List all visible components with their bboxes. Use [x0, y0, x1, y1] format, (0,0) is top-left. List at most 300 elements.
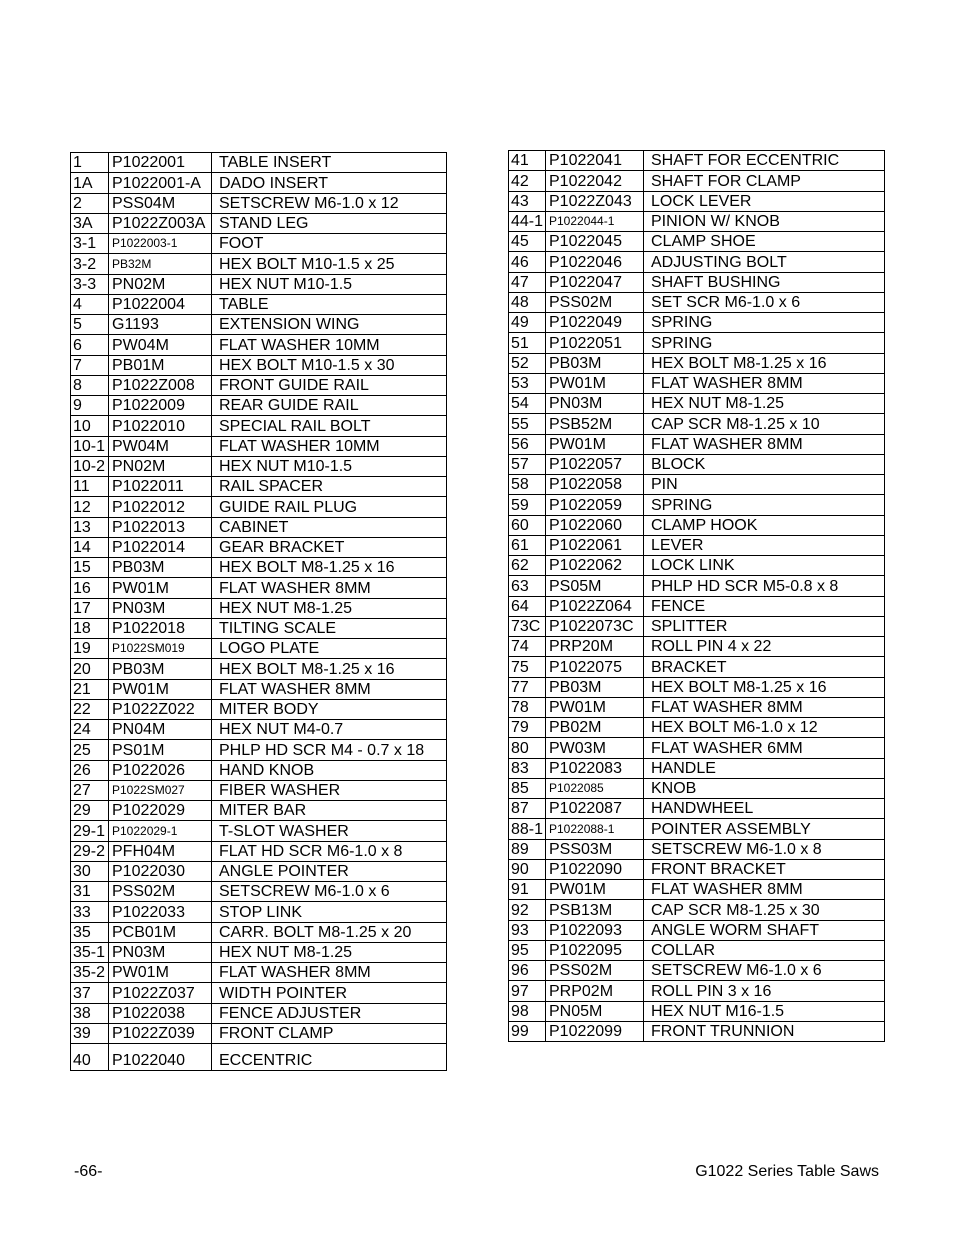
ref-cell: 63 [509, 576, 546, 596]
ref-cell: 88-1 [509, 819, 546, 839]
table-row [71, 477, 447, 497]
part-cell: P1022062 [546, 556, 644, 576]
table-row [509, 637, 885, 657]
part-cell: P1022060 [546, 515, 644, 535]
desc-cell: HANDLE [644, 758, 885, 778]
desc-cell: ANGLE WORM SHAFT [644, 920, 885, 940]
desc-cell: HEX BOLT M10-1.5 x 30 [212, 355, 447, 375]
ref-cell: 64 [509, 596, 546, 616]
table-row [509, 697, 885, 717]
table-row [509, 171, 885, 191]
desc-cell: FRONT BRACKET [644, 859, 885, 879]
table-row [509, 414, 885, 434]
ref-cell: 42 [509, 171, 546, 191]
ref-cell: 80 [509, 738, 546, 758]
part-cell: P1022075 [546, 657, 644, 677]
table-row [71, 558, 447, 578]
desc-cell: LOCK LEVER [644, 191, 885, 211]
table-row [71, 679, 447, 699]
desc-cell: KNOB [644, 778, 885, 798]
part-cell: P1022061 [546, 535, 644, 555]
ref-cell: 44-1 [509, 211, 546, 231]
desc-cell: SPRING [644, 313, 885, 333]
part-cell: PB03M [109, 659, 212, 679]
part-cell: G1193 [109, 315, 212, 335]
table-row [71, 537, 447, 557]
part-cell: P1022044-1 [546, 211, 644, 231]
desc-cell: FLAT WASHER 8MM [212, 963, 447, 983]
desc-cell: FLAT WASHER 10MM [212, 335, 447, 355]
ref-cell: 41 [509, 151, 546, 171]
table-row [509, 799, 885, 819]
ref-cell: 99 [509, 1021, 546, 1041]
part-cell: PW03M [546, 738, 644, 758]
part-cell: PW01M [109, 963, 212, 983]
part-cell: P1022029-1 [109, 821, 212, 841]
desc-cell: RAIL SPACER [212, 477, 447, 497]
part-cell: P1022083 [546, 758, 644, 778]
table-row [71, 294, 447, 314]
part-cell: P1022010 [109, 416, 212, 436]
table-row [509, 434, 885, 454]
ref-cell: 3-3 [71, 274, 109, 294]
table-row [509, 900, 885, 920]
table-row [509, 191, 885, 211]
desc-cell: MITER BODY [212, 699, 447, 719]
part-cell: P1022093 [546, 920, 644, 940]
desc-cell: ADJUSTING BOLT [644, 252, 885, 272]
table-row [509, 151, 885, 171]
parts-table-right [508, 150, 885, 1042]
part-cell: PB03M [546, 353, 644, 373]
table-row [71, 274, 447, 294]
table-row [509, 576, 885, 596]
ref-cell: 14 [71, 537, 109, 557]
part-cell: P1022046 [546, 252, 644, 272]
desc-cell: FRONT GUIDE RAIL [212, 375, 447, 395]
desc-cell: FLAT HD SCR M6-1.0 x 8 [212, 841, 447, 861]
part-cell: P1022001 [109, 153, 212, 173]
ref-cell: 12 [71, 497, 109, 517]
part-cell: PW01M [546, 373, 644, 393]
table-row [509, 940, 885, 960]
desc-cell: FLAT WASHER 10MM [212, 436, 447, 456]
ref-cell: 13 [71, 517, 109, 537]
part-cell: PW01M [546, 434, 644, 454]
parts-table-right-body [509, 151, 885, 1042]
ref-cell: 56 [509, 434, 546, 454]
desc-cell: EXTENSION WING [212, 315, 447, 335]
desc-cell: REAR GUIDE RAIL [212, 396, 447, 416]
part-cell: PN03M [546, 394, 644, 414]
part-cell: PB32M [109, 254, 212, 274]
part-cell: PSS02M [109, 882, 212, 902]
part-cell: PS05M [546, 576, 644, 596]
parts-table-left-body [71, 153, 447, 1071]
desc-cell: STOP LINK [212, 902, 447, 922]
table-row [71, 1003, 447, 1023]
desc-cell: CAP SCR M8-1.25 x 30 [644, 900, 885, 920]
table-row [509, 556, 885, 576]
desc-cell: ANGLE POINTER [212, 861, 447, 881]
table-row [509, 657, 885, 677]
ref-cell: 89 [509, 839, 546, 859]
ref-cell: 78 [509, 697, 546, 717]
ref-cell: 1A [71, 173, 109, 193]
part-cell: P1022003-1 [109, 234, 212, 254]
table-row [71, 659, 447, 679]
part-cell: P1022099 [546, 1021, 644, 1041]
table-row [509, 778, 885, 798]
part-cell: P1022088-1 [546, 819, 644, 839]
ref-cell: 51 [509, 333, 546, 353]
desc-cell: BLOCK [644, 454, 885, 474]
desc-cell: FLAT WASHER 8MM [644, 373, 885, 393]
desc-cell: BRACKET [644, 657, 885, 677]
desc-cell: POINTER ASSEMBLY [644, 819, 885, 839]
table-row [509, 1001, 885, 1021]
part-cell: PSB13M [546, 900, 644, 920]
table-row [71, 720, 447, 740]
part-cell: P1022012 [109, 497, 212, 517]
desc-cell: FENCE ADJUSTER [212, 1003, 447, 1023]
ref-cell: 6 [71, 335, 109, 355]
ref-cell: 77 [509, 677, 546, 697]
ref-cell: 52 [509, 353, 546, 373]
table-row [509, 1021, 885, 1041]
table-row [71, 355, 447, 375]
part-cell: PSS04M [109, 193, 212, 213]
desc-cell: GEAR BRACKET [212, 537, 447, 557]
ref-cell: 27 [71, 780, 109, 800]
table-row [509, 920, 885, 940]
desc-cell: CAP SCR M8-1.25 x 10 [644, 414, 885, 434]
ref-cell: 91 [509, 880, 546, 900]
ref-cell: 18 [71, 618, 109, 638]
table-row [509, 475, 885, 495]
table-row [71, 335, 447, 355]
table-row [71, 801, 447, 821]
part-cell: PN02M [109, 274, 212, 294]
desc-cell: LOCK LINK [644, 556, 885, 576]
part-cell: P1022033 [109, 902, 212, 922]
table-row [71, 942, 447, 962]
table-row [71, 699, 447, 719]
desc-cell: FLAT WASHER 8MM [212, 578, 447, 598]
desc-cell: HEX NUT M10-1.5 [212, 456, 447, 476]
part-cell: P1022Z003A [109, 213, 212, 233]
desc-cell: FRONT CLAMP [212, 1023, 447, 1043]
table-row [509, 252, 885, 272]
desc-cell: LEVER [644, 535, 885, 555]
ref-cell: 62 [509, 556, 546, 576]
table-row [509, 515, 885, 535]
desc-cell: ECCENTRIC [212, 1044, 447, 1071]
part-cell: P1022011 [109, 477, 212, 497]
table-row [71, 780, 447, 800]
table-row [71, 254, 447, 274]
desc-cell: LOGO PLATE [212, 639, 447, 659]
desc-cell: TABLE [212, 294, 447, 314]
ref-cell: 2 [71, 193, 109, 213]
part-cell: PB01M [109, 355, 212, 375]
desc-cell: PIN [644, 475, 885, 495]
table-row [71, 436, 447, 456]
table-row [509, 313, 885, 333]
part-cell: PB03M [546, 677, 644, 697]
ref-cell: 3-1 [71, 234, 109, 254]
desc-cell: TILTING SCALE [212, 618, 447, 638]
table-row [71, 497, 447, 517]
ref-cell: 4 [71, 294, 109, 314]
ref-cell: 21 [71, 679, 109, 699]
desc-cell: FRONT TRUNNION [644, 1021, 885, 1041]
part-cell: PN05M [546, 1001, 644, 1021]
part-cell: P1022013 [109, 517, 212, 537]
table-row [71, 618, 447, 638]
ref-cell: 73C [509, 616, 546, 636]
desc-cell: PHLP HD SCR M4 - 0.7 x 18 [212, 740, 447, 760]
part-cell: PW04M [109, 436, 212, 456]
table-row [509, 718, 885, 738]
desc-cell: FIBER WASHER [212, 780, 447, 800]
desc-cell: HEX NUT M16-1.5 [644, 1001, 885, 1021]
document-title: G1022 Series Table Saws [695, 1163, 879, 1180]
parts-table-left [70, 152, 447, 1071]
ref-cell: 35 [71, 922, 109, 942]
desc-cell: FLAT WASHER 6MM [644, 738, 885, 758]
table-row [509, 859, 885, 879]
desc-cell: CLAMP HOOK [644, 515, 885, 535]
part-cell: P1022Z022 [109, 699, 212, 719]
part-cell: P1022SM027 [109, 780, 212, 800]
desc-cell: SPLITTER [644, 616, 885, 636]
table-row [509, 454, 885, 474]
desc-cell: FLAT WASHER 8MM [644, 434, 885, 454]
ref-cell: 31 [71, 882, 109, 902]
table-row [71, 1044, 447, 1071]
table-row [71, 1023, 447, 1043]
ref-cell: 97 [509, 981, 546, 1001]
desc-cell: SHAFT FOR ECCENTRIC [644, 151, 885, 171]
desc-cell: PHLP HD SCR M5-0.8 x 8 [644, 576, 885, 596]
table-row [71, 396, 447, 416]
ref-cell: 85 [509, 778, 546, 798]
desc-cell: SETSCREW M6-1.0 x 12 [212, 193, 447, 213]
ref-cell: 29-1 [71, 821, 109, 841]
ref-cell: 37 [71, 983, 109, 1003]
table-row [509, 292, 885, 312]
ref-cell: 49 [509, 313, 546, 333]
desc-cell: STAND LEG [212, 213, 447, 233]
ref-cell: 60 [509, 515, 546, 535]
part-cell: P1022Z064 [546, 596, 644, 616]
ref-cell: 19 [71, 639, 109, 659]
desc-cell: PINION W/ KNOB [644, 211, 885, 231]
ref-cell: 3-2 [71, 254, 109, 274]
table-row [71, 639, 447, 659]
page-number: -66- [74, 1163, 103, 1180]
ref-cell: 3A [71, 213, 109, 233]
part-cell: P1022030 [109, 861, 212, 881]
table-row [509, 373, 885, 393]
ref-cell: 46 [509, 252, 546, 272]
ref-cell: 20 [71, 659, 109, 679]
table-row [71, 416, 447, 436]
desc-cell: SETSCREW M6-1.0 x 6 [644, 961, 885, 981]
desc-cell: SPRING [644, 495, 885, 515]
desc-cell: FOOT [212, 234, 447, 254]
part-cell: PN02M [109, 456, 212, 476]
desc-cell: SPRING [644, 333, 885, 353]
table-row [71, 456, 447, 476]
part-cell: PRP02M [546, 981, 644, 1001]
table-row [71, 173, 447, 193]
ref-cell: 93 [509, 920, 546, 940]
part-cell: PSS02M [546, 961, 644, 981]
desc-cell: HEX NUT M10-1.5 [212, 274, 447, 294]
ref-cell: 40 [71, 1044, 109, 1071]
ref-cell: 35-2 [71, 963, 109, 983]
table-row [71, 821, 447, 841]
ref-cell: 35-1 [71, 942, 109, 962]
table-row [71, 153, 447, 173]
table-row [71, 740, 447, 760]
desc-cell: HEX BOLT M8-1.25 x 16 [212, 659, 447, 679]
table-row [71, 902, 447, 922]
ref-cell: 10-1 [71, 436, 109, 456]
desc-cell: SPECIAL RAIL BOLT [212, 416, 447, 436]
table-row [71, 922, 447, 942]
ref-cell: 17 [71, 598, 109, 618]
desc-cell: SETSCREW M6-1.0 x 6 [212, 882, 447, 902]
ref-cell: 87 [509, 799, 546, 819]
table-row [509, 616, 885, 636]
part-cell: P1022047 [546, 272, 644, 292]
table-row [509, 232, 885, 252]
part-cell: P1022018 [109, 618, 212, 638]
desc-cell: SHAFT BUSHING [644, 272, 885, 292]
part-cell: P1022029 [109, 801, 212, 821]
part-cell: P1022Z008 [109, 375, 212, 395]
part-cell: P1022095 [546, 940, 644, 960]
part-cell: P1022087 [546, 799, 644, 819]
ref-cell: 26 [71, 760, 109, 780]
table-row [71, 598, 447, 618]
part-cell: P1022040 [109, 1044, 212, 1071]
desc-cell: CARR. BOLT M8-1.25 x 20 [212, 922, 447, 942]
table-row [509, 961, 885, 981]
ref-cell: 57 [509, 454, 546, 474]
desc-cell: HEX NUT M8-1.25 [212, 942, 447, 962]
desc-cell: SET SCR M6-1.0 x 6 [644, 292, 885, 312]
desc-cell: HEX BOLT M6-1.0 x 12 [644, 718, 885, 738]
part-cell: PS01M [109, 740, 212, 760]
desc-cell: TABLE INSERT [212, 153, 447, 173]
ref-cell: 48 [509, 292, 546, 312]
part-cell: P1022001-A [109, 173, 212, 193]
ref-cell: 45 [509, 232, 546, 252]
part-cell: P1022090 [546, 859, 644, 879]
part-cell: P1022049 [546, 313, 644, 333]
part-cell: P1022Z037 [109, 983, 212, 1003]
desc-cell: CABINET [212, 517, 447, 537]
table-row [509, 333, 885, 353]
part-cell: PB03M [109, 558, 212, 578]
table-row [509, 981, 885, 1001]
desc-cell: HEX BOLT M10-1.5 x 25 [212, 254, 447, 274]
table-row [509, 839, 885, 859]
part-cell: PW01M [546, 880, 644, 900]
ref-cell: 8 [71, 375, 109, 395]
desc-cell: COLLAR [644, 940, 885, 960]
ref-cell: 39 [71, 1023, 109, 1043]
desc-cell: HEX NUT M8-1.25 [212, 598, 447, 618]
ref-cell: 55 [509, 414, 546, 434]
desc-cell: HEX BOLT M8-1.25 x 16 [644, 353, 885, 373]
part-cell: P1022059 [546, 495, 644, 515]
table-row [71, 193, 447, 213]
ref-cell: 5 [71, 315, 109, 335]
part-cell: P1022058 [546, 475, 644, 495]
table-row [509, 880, 885, 900]
table-row [71, 861, 447, 881]
part-cell: PW01M [546, 697, 644, 717]
ref-cell: 53 [509, 373, 546, 393]
desc-cell: FLAT WASHER 8MM [644, 697, 885, 717]
desc-cell: HEX BOLT M8-1.25 x 16 [644, 677, 885, 697]
ref-cell: 47 [509, 272, 546, 292]
part-cell: PN04M [109, 720, 212, 740]
desc-cell: HEX NUT M8-1.25 [644, 394, 885, 414]
part-cell: P1022026 [109, 760, 212, 780]
desc-cell: CLAMP SHOE [644, 232, 885, 252]
ref-cell: 10-2 [71, 456, 109, 476]
desc-cell: ROLL PIN 4 x 22 [644, 637, 885, 657]
part-cell: P1022038 [109, 1003, 212, 1023]
desc-cell: GUIDE RAIL PLUG [212, 497, 447, 517]
table-row [509, 394, 885, 414]
table-row [71, 375, 447, 395]
ref-cell: 79 [509, 718, 546, 738]
part-cell: P1022085 [546, 778, 644, 798]
table-row [71, 315, 447, 335]
table-row [71, 841, 447, 861]
part-cell: P1022SM019 [109, 639, 212, 659]
table-row [71, 578, 447, 598]
desc-cell: MITER BAR [212, 801, 447, 821]
ref-cell: 9 [71, 396, 109, 416]
ref-cell: 96 [509, 961, 546, 981]
part-cell: PSB52M [546, 414, 644, 434]
ref-cell: 29 [71, 801, 109, 821]
table-row [509, 758, 885, 778]
ref-cell: 29-2 [71, 841, 109, 861]
part-cell: PB02M [546, 718, 644, 738]
table-row [509, 272, 885, 292]
table-row [71, 963, 447, 983]
part-cell: PCB01M [109, 922, 212, 942]
ref-cell: 95 [509, 940, 546, 960]
ref-cell: 33 [71, 902, 109, 922]
ref-cell: 59 [509, 495, 546, 515]
ref-cell: 7 [71, 355, 109, 375]
part-cell: P1022057 [546, 454, 644, 474]
ref-cell: 74 [509, 637, 546, 657]
desc-cell: HEX BOLT M8-1.25 x 16 [212, 558, 447, 578]
ref-cell: 24 [71, 720, 109, 740]
part-cell: P1022Z039 [109, 1023, 212, 1043]
